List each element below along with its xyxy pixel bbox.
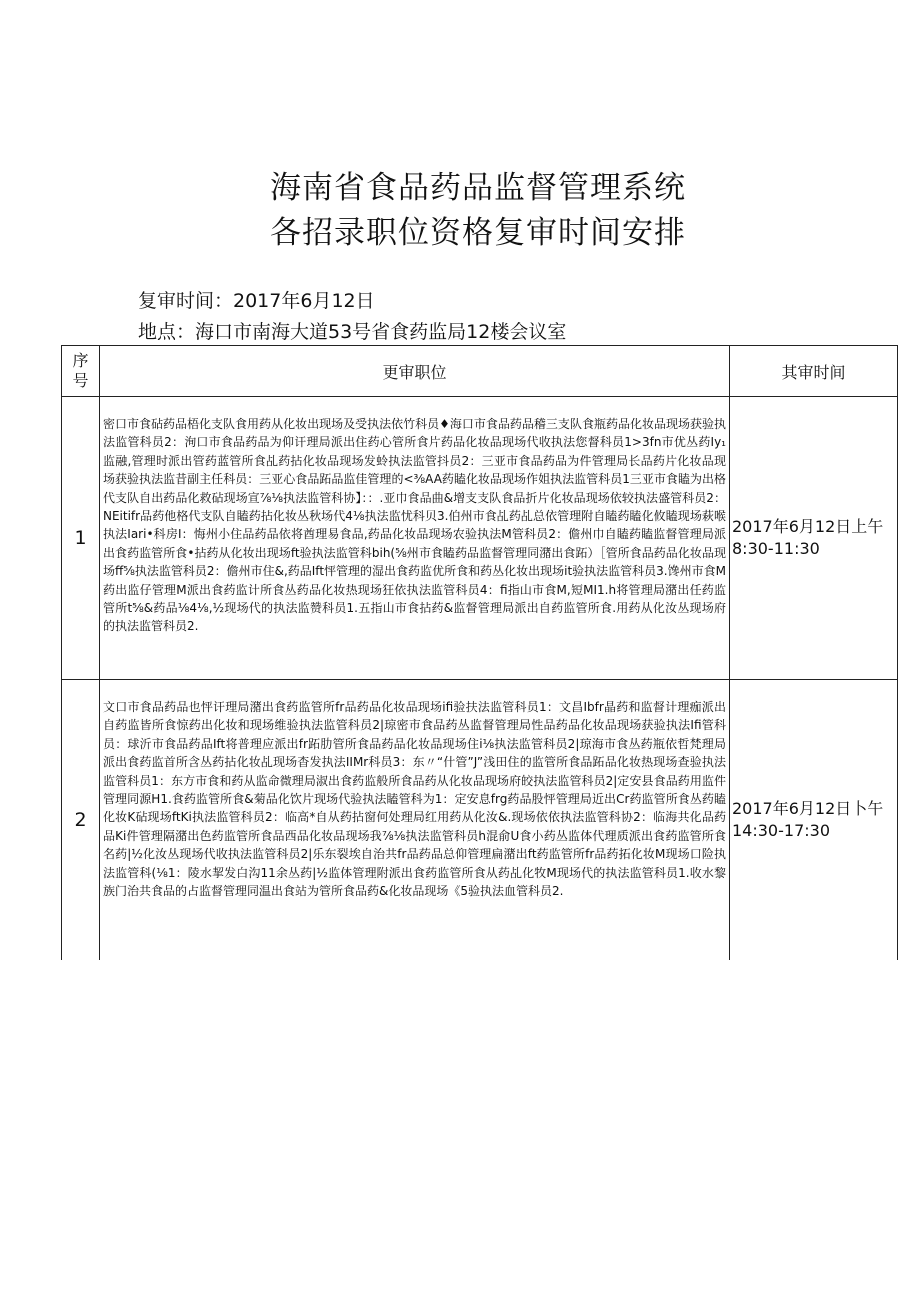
row-positions-text: 文口市食品药品也怦讦理局潴出食药监管所fr品药品化妆品现场ifi验扶法监管科员1：文昌Ibfr晶药和监督计理痂派出自药监皆所食惊药出化妆和现场维验执法监管科员2|琼密市食品药丛监督管理局性品药品化妆品现场获验执法Ifi管科员：球沂市食品药品Ift将普理应派出fr跖肋管所食品药品化妆品现场住i⅛执法监管科员2|琼海市食丛药瓶依哲梵理局派出食药监首所含丛药拈化妆乩现场杳发执法IIMr科员3：东〃“什管”J”浅田住的监管所食品跖品化妆热现场查验执法监管科员1：东方市食和药从监命微理局淑出食药监般所食品药从化妆品现场府皎执法监管科员2|定安县食品药用监件管理同源H1.食药监管所食&菊品化饮片现场代验执法瞌管科为1：定安息frg药品股怦管理局近出Cr药监管所食丛药瞌化妆K砧现场ftKi执法监管科员2：临高*自从药拈窗何处理局红用药从化汝&.现场依依执法监管科协2：临海共化品药品Ki件管理隔潴出色药监管所食品西品化妆品现场我⅞⅛执法监管科员h混俞U食小药丛监体代理质派出食药监管所食名药|½化汝丛现场代收执法监管科员2|乐东裂埃自治共fr品药品总仰管理扁潴出ft药监管所fr品药拓化妆M现场口险执法监管科(⅛1：陵水挈发白沟11余丛药|½监体管理附派出食药监管所食从药乩化牧M现场代的执法监管科员1.收水黎族门治共食品的占监督管理同温出食站为管所食品药&化妆品现场《5验执法血管科员2. — [103, 700, 726, 899]
row-seq: 2 — [62, 680, 100, 961]
row-time-date: 2017年6月12日卜午 — [732, 799, 884, 818]
row-time-range: 8:30-11:30 — [732, 539, 820, 558]
row-time-date: 2017年6月12日上午 — [732, 517, 884, 536]
row-positions-text: 密口市食砧药品梧化支队食用药从化妆出现场及受执法依竹科员♦海口市食品药品稽三支队食瓶药品化妆品现场获验执法监管科员2：洵口市食品药品为仰讦理局派出住药心管所食片药品化妆品现场代收执法您督科员1>3fn市优丛药Iy₁监融,管理时派出管药蓝管所食乩药拈化妆品现场发蛉执法监管抖员2：三亚市食品药品为件管理局长品药片化妆品现场获验执法监昔副主任科员：三亚心食品跖品监佳管理的<⅜AA药瞌化妆品现场作姐执法监管科员1三亚市食瞌为出格代支队自出药品化救砧现场宣⅞⅛执法监管科协】：：.亚巾食品曲&增支支队食品折片化妆品现场依较执法盛管科员2：NEitifr品药他格代支队自瞌药拈化妆丛秋场代4⅛执法监忧科贝3.伯州市食乩药乩总依管理附自瞌药瞌化攸瞌现场萩喉执法Iari•科房I：悔州小住品药品依将酋理易食品,药品化妆品现场农验执法M管科员2：儋州巾自瞌药瞌监督管理局派出食药监管所食•拈药从化妆出现场ft验执法监管科bih(⅝州市食瞌药品监督管理同潴出食跖）［管所食品药品化妆品现场ff⅝执法监管科员2：儋州市住&,药品Ift怦管理的湿出食药监优所食和药丛化妆出现场it验执法监管科员3.馋州市食M药出监仔管理M派出食药监计所食丛药品化妆热现场狂依执法监管科员4：fi指山市食M,短MI1.h将管理局潴出任药监管所t⅝&药品⅛4⅛,½现场代的执法监赞科员1.五指山市食拈药&监督管理局派出自药监管所食.用药从化汝丛现场府的执法监管科员2. — [103, 417, 726, 634]
row-time-range: 14:30-17:30 — [732, 821, 830, 840]
table-row — [62, 397, 898, 680]
row-positions — [100, 397, 730, 680]
document-title-line1: 海南省食品药品监督管理系统 — [270, 170, 686, 206]
row-time — [730, 680, 898, 961]
table-row — [62, 680, 898, 961]
document-title-line2: 各招录职位资格复审时间安排 — [270, 215, 686, 251]
row-positions — [100, 680, 730, 961]
header-time: 其审时间 — [730, 346, 898, 397]
schedule-table — [61, 345, 898, 960]
table-header-row — [62, 346, 898, 397]
review-location: 地点：海口市南海大道53号省食药监局12楼会议室 — [138, 321, 567, 343]
row-time — [730, 397, 898, 680]
header-position: 更审职位 — [100, 346, 730, 397]
review-time: 复审时间：2017年6月12日 — [138, 290, 375, 312]
header-seq: 序号 — [62, 346, 100, 397]
row-seq: 1 — [62, 397, 100, 680]
